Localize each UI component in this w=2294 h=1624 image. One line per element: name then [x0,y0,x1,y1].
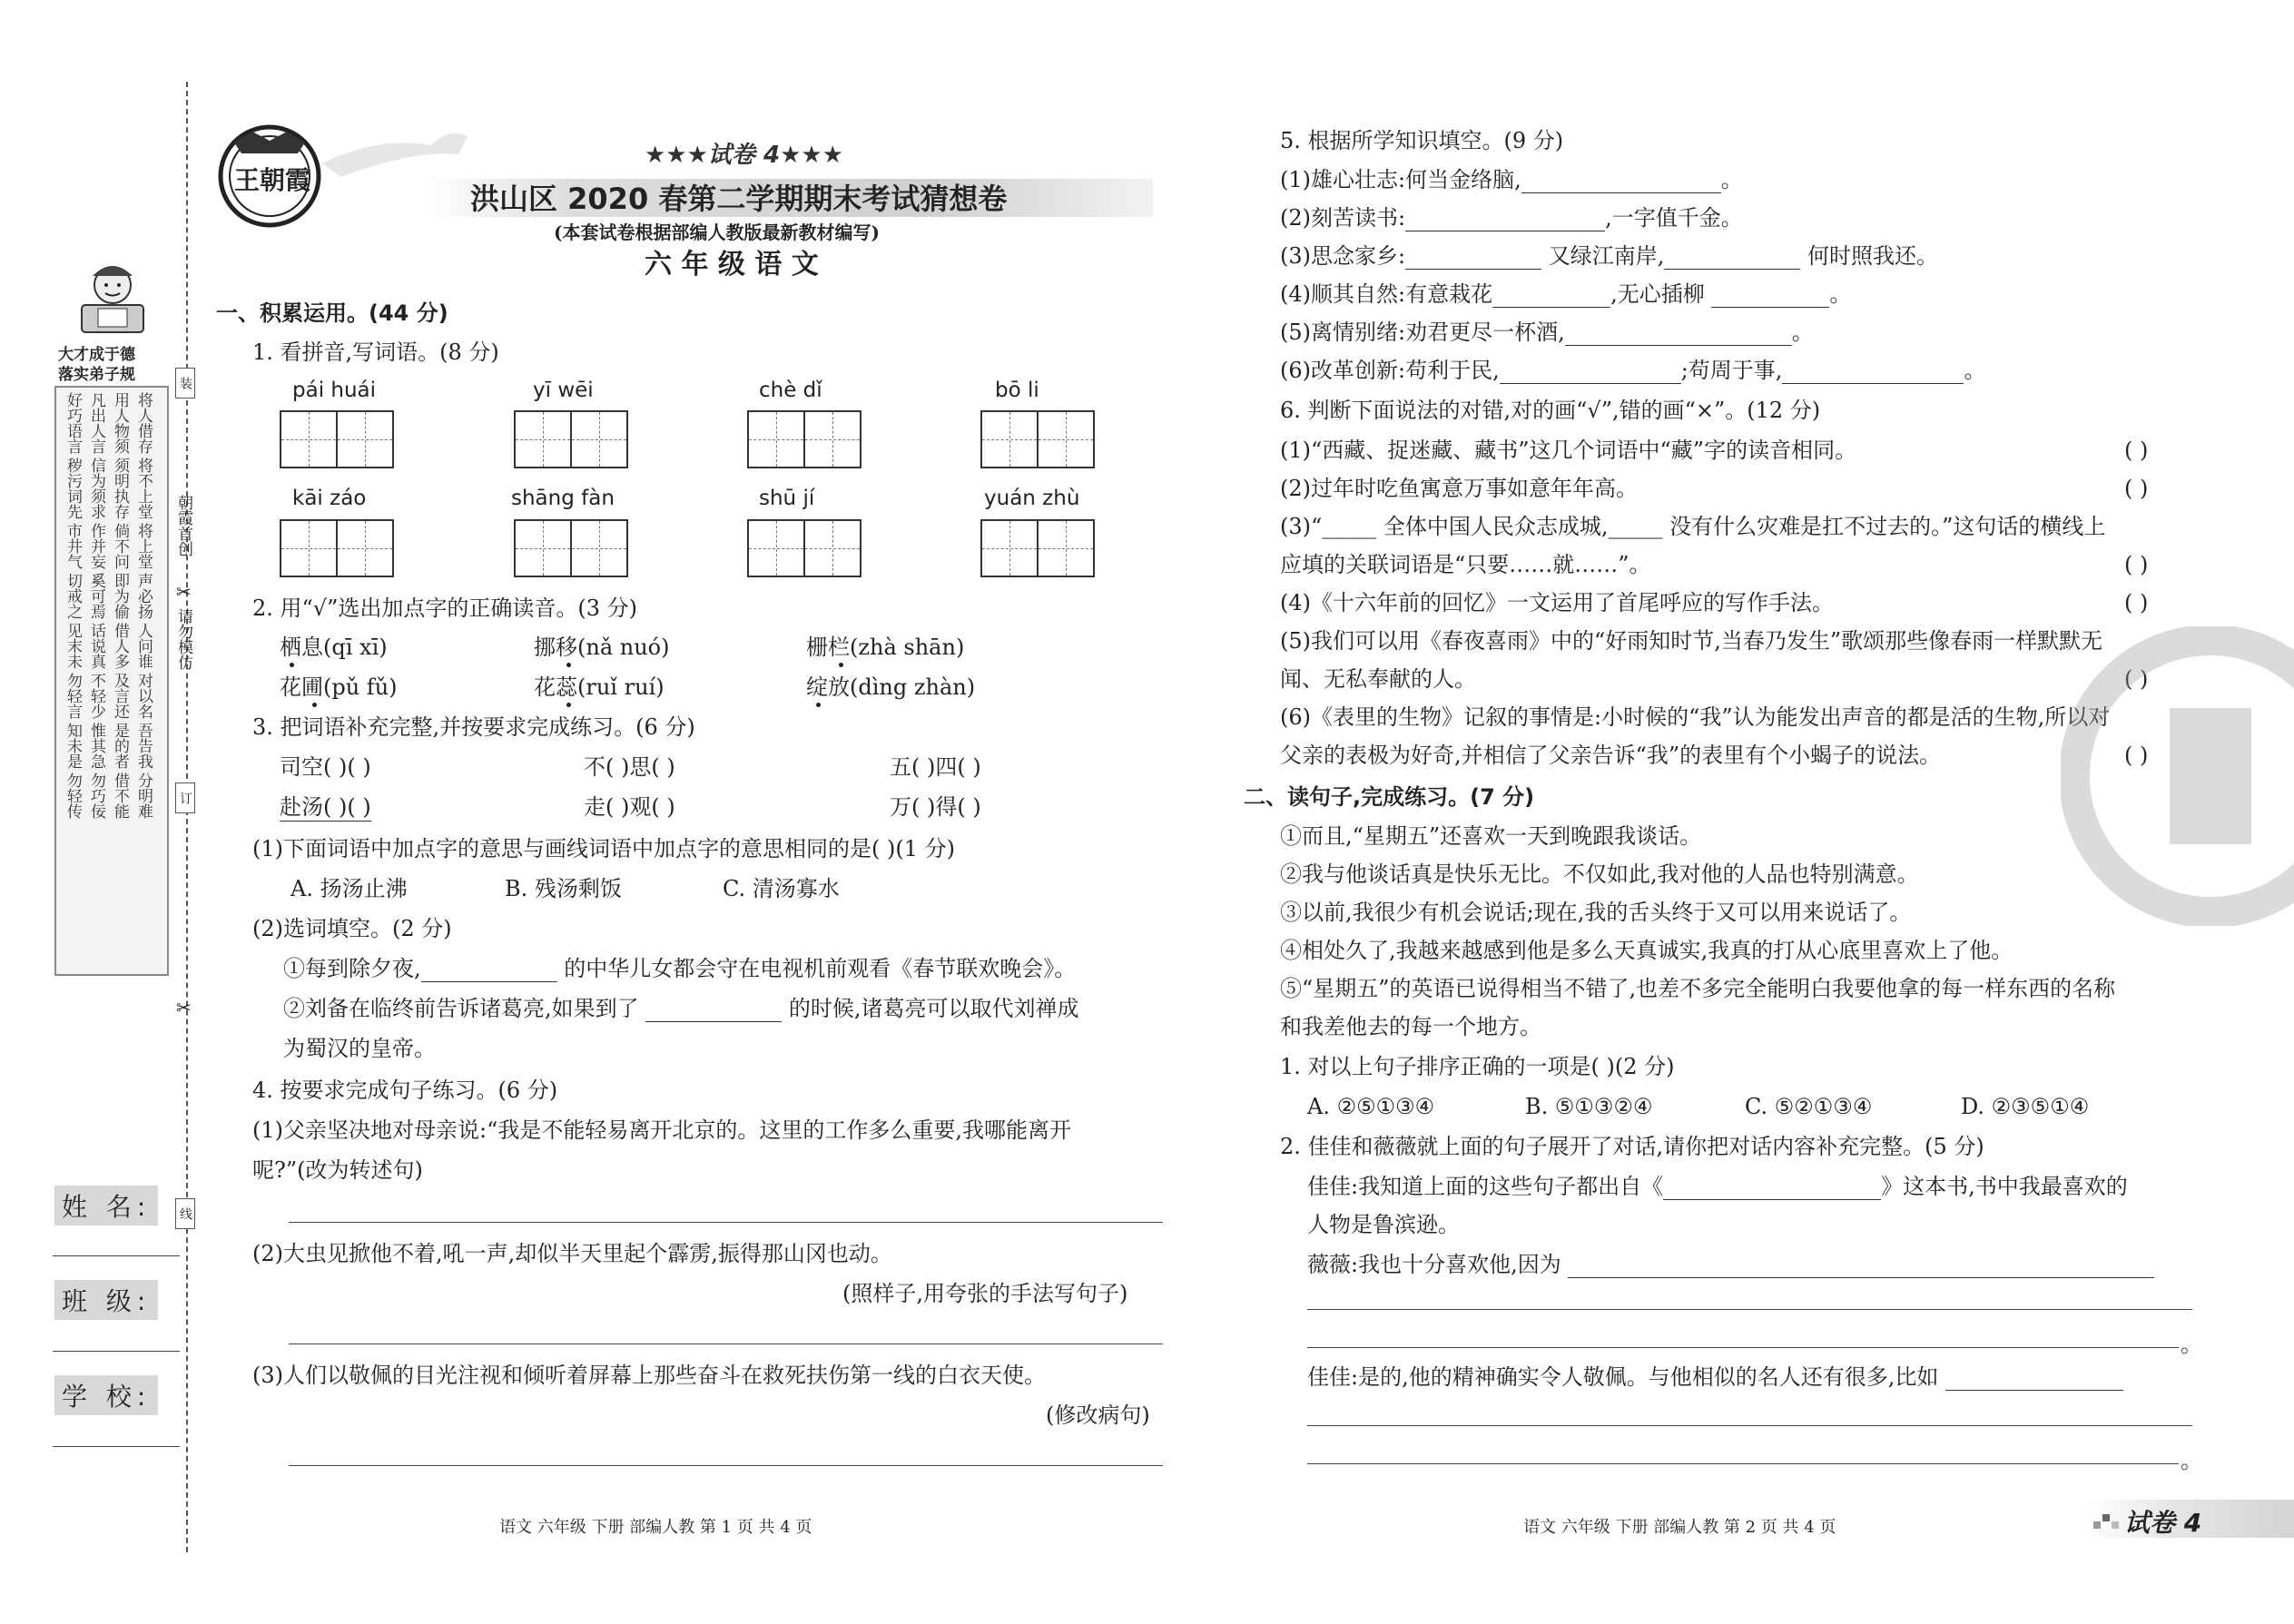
name-field[interactable] [53,1255,180,1256]
p2-jiajia-line-1: 佳佳:我知道上面的这些句子都出自《 》这本书,书中我最喜欢的 [1307,1174,2128,1199]
q2-item[interactable]: 栖息(qī xī) [280,635,388,660]
write-box-3[interactable] [747,410,860,468]
q5-blank[interactable] [1782,362,1964,384]
write-box-5[interactable] [280,519,392,577]
p1-option-d[interactable]: D. ②③⑤①④ [1961,1094,2090,1119]
q3-item[interactable]: 不( )思( ) [584,754,675,780]
exam-number-stars: ★★★试卷 4★★★ [645,142,843,169]
q6-statement-5-cont: 闻、无私奉献的人。 [1280,666,1476,692]
q3-2-b-cont: 为蜀汉的皇帝。 [283,1036,436,1061]
q3-1-question: (1)下面词语中加点字的意思与画线词语中加点字的意思相同的是( )(1 分) [252,836,955,861]
q5-item-4: (4)顺其自然:有意栽花 ,无心插柳 。 [1280,281,1852,307]
ribbon-decoration [322,127,468,182]
q3-item[interactable]: 司空( )( ) [280,754,371,780]
q4-1-answer-line[interactable] [289,1222,1163,1223]
pinyin-4: bō li [995,379,1039,402]
exam-title: 洪山区 2020 春第二学期期末考试猜想卷 [470,182,1008,216]
q6-statement-3: (3)“_____ 全体中国人民众志成城,_____ 没有什么灾难是扛不过去的。”这句话的横线上 [1280,514,2106,539]
p1-option-c[interactable]: C. ⑤②①③④ [1745,1094,1873,1119]
p2-jiajia-blank[interactable] [1945,1369,2123,1391]
logo-text: 王朝霞 [234,165,311,195]
motto-line-2: 落实弟子规 [58,366,135,384]
q4-2-answer-line[interactable] [289,1343,1163,1344]
q3-2-a-blank[interactable] [421,960,557,982]
pinyin-7: shū jí [759,487,815,510]
write-box-6[interactable] [514,519,626,577]
q5-title: 5. 根据所学知识填空。(9 分) [1280,128,1564,153]
name-label: 姓 名: [54,1186,158,1225]
write-box-1[interactable] [280,410,392,468]
q2-title: 2. 用“√”选出加点字的正确读音。(3 分) [252,595,637,621]
binding-dashed-line [186,82,188,1552]
q2-item[interactable]: 花圃(pǔ fǔ) [280,674,398,700]
q3-1-option-c[interactable]: C. 清汤寡水 [723,876,840,901]
grade-subject: 六 年 级 语 文 [645,249,819,281]
q3-1-option-a[interactable]: A. 扬汤止沸 [290,876,408,901]
class-label: 班 级: [54,1280,158,1320]
q3-item[interactable]: 万( )得( ) [890,794,981,820]
q5-blank[interactable] [1664,248,1800,270]
pinyin-5: kāi záo [292,487,367,510]
q5-item-2: (2)刻苦读书: ,一字值千金。 [1280,205,1743,231]
q2-item[interactable]: 绽放(dìng zhàn) [806,674,976,700]
mascot-icon [65,260,160,341]
binding-mark-zhuang: 装 [175,368,195,399]
q5-item-5: (5)离情别绪:劝君更尽一杯酒, 。 [1280,320,1814,345]
q4-title: 4. 按要求完成句子练习。(6 分) [252,1078,558,1103]
pinyin-6: shāng fàn [511,487,615,510]
p1-option-b[interactable]: B. ⑤①③②④ [1525,1094,1653,1119]
q3-title: 3. 把词语补充完整,并按要求完成练习。(6 分) [252,714,695,740]
q6-statement-1: (1)“西藏、捉迷藏、藏书”这几个词语中“藏”字的读音相同。 [1280,438,1857,463]
rules-text: 好巧语言 凡出人言 用人物须 将人借存 秽污词先 信为须求 须明执存 将不上堂 市井气 作并妄 倘不问 将上堂 切戒之 奚可焉 即为偷 声必扬 见末未 话说真 借人多 人问谁 勿轻言 不轻少 及言还 对以名 知未是 惟其急 是的者 吾告我 勿轻传 勿巧佞 借不能 分明难 [64,392,153,819]
write-box-2[interactable] [514,410,626,468]
q5-blank[interactable] [1405,248,1541,270]
p1-question: 1. 对以上句子排序正确的一项是( )(2 分) [1280,1054,1675,1079]
section-2-heading: 二、读句子,完成练习。(7 分) [1244,784,1535,810]
footer-page-2: 语文 六年级 下册 部编人教 第 2 页 共 4 页 [1523,1518,1836,1537]
q6-title: 6. 判断下面说法的对错,对的画“√”,错的画“×”。(12 分) [1280,398,1821,423]
q6-answer-2[interactable]: ( ) [2124,476,2149,501]
q3-2-a [283,955,1076,982]
q6-answer-4[interactable]: ( ) [2124,590,2149,615]
q6-answer-6[interactable]: ( ) [2124,743,2149,768]
q5-item-1: (1)雄心壮志:何当金络脑, 。 [1280,167,1743,192]
q6-statement-4: (4)《十六年前的回忆》一文运用了首尾呼应的写作手法。 [1280,590,1834,615]
binding-mark-xian: 线 [175,1198,195,1229]
q4-2-requirement: (照样子,用夸张的手法写句子) [842,1281,1128,1306]
vertical-note-1: 朝霞首创 [174,495,192,556]
q6-statement-2: (2)过年时吃鱼寓意万事如意年年高。 [1280,476,1638,501]
q3-item-underlined[interactable]: 赴汤( )( ) [280,794,371,820]
p2-weiwei-blank[interactable] [1568,1256,2154,1278]
exam-subtitle: (本套试卷根据部编人教版最新教材编写) [554,221,880,243]
corner-exam-label: 试卷 4 [2124,1508,2202,1538]
q2-item[interactable]: 栅栏(zhà shān) [806,635,965,660]
q3-2-b-blank[interactable] [645,1000,782,1022]
p2-weiwei-answer-line[interactable] [1307,1309,2192,1310]
q3-2-b-pre: ②刘备在临终前告诉诸葛亮,如果到了 [283,996,639,1021]
q6-statement-6: (6)《表里的生物》记叙的事情是:小时候的“我”认为能发出声音的都是活的生物,所以对 [1280,704,2111,730]
sentence-2: ②我与他谈话真是快乐无比。不仅如此,我对他的人品也特别满意。 [1280,861,1919,887]
p2-weiwei-answer-line[interactable] [1307,1347,2179,1348]
write-box-4[interactable] [980,410,1093,468]
q2-item[interactable]: 挪移(nǎ nuó) [534,635,670,660]
p2-question: 2. 佳佳和薇薇就上面的句子展开了对话,请你把对话内容补充完整。(5 分) [1280,1134,1984,1159]
sentence-5: ⑤“星期五”的英语已说得相当不错了,也差不多完全能明白我要他拿的每一样东西的名称 [1280,976,2116,1001]
q1-title: 1. 看拼音,写词语。(8 分) [252,340,499,365]
p2-jiajia-line-1-cont: 人物是鲁滨逊。 [1307,1212,1460,1237]
vertical-note-2: 请勿模仿 [174,608,192,670]
write-box-7[interactable] [747,519,860,577]
pinyin-3: chè dǐ [759,379,822,402]
q4-1-text-cont: 呢?”(改为转述句) [252,1157,423,1183]
q6-statement-3-cont: 应填的关联词语是“只要……就……”。 [1280,552,1651,577]
q5-blank[interactable] [1500,362,1681,384]
section-1-heading: 一、积累运用。(44 分) [216,300,448,326]
q6-answer-3[interactable]: ( ) [2124,552,2149,577]
scissors-icon: ✂ [176,581,192,603]
q3-item[interactable]: 走( )观( ) [584,794,675,820]
p1-option-a[interactable]: A. ②⑤①③④ [1307,1094,1435,1119]
end-period: 。 [2181,1448,2202,1473]
q5-item-3: (3)思念家乡: 又绿江南岸, 何时照我还。 [1280,243,1938,269]
p2-weiwei-line: 薇薇:我也十分喜欢他,因为 [1307,1251,2154,1278]
q3-2-b-post: 的时候,诸葛亮可以取代刘禅成 [788,996,1079,1021]
watermark-seal [2061,626,2294,926]
p2-jiajia-answer-line[interactable] [1307,1463,2179,1464]
q6-statement-5: (5)我们可以用《春夜喜雨》中的“好雨知时节,当春乃发生”歌颂那些像春雨一样默默无 [1280,628,2103,654]
p2-jiajia-line-2: 佳佳:是的,他的精神确实令人敬佩。与他相似的名人还有很多,比如 [1307,1363,2123,1391]
q3-2-title: (2)选词填空。(2 分) [252,916,452,941]
p2-jiajia-answer-line[interactable] [1307,1425,2192,1426]
q5-blank[interactable] [1492,286,1610,308]
q3-2-a-post: 的中华儿女都会守在电视机前观看《春节联欢晚会》。 [564,956,1077,981]
sentence-1: ①而且,“星期五”还喜欢一天到晚跟我谈话。 [1280,823,1702,849]
footer-page-1: 语文 六年级 下册 部编人教 第 1 页 共 4 页 [499,1518,812,1537]
corner-squares-icon [2093,1511,2119,1536]
sentence-3: ③以前,我很少有机会说话;现在,我的舌头终于又可以用来说话了。 [1280,900,1912,925]
q2-item[interactable]: 花蕊(ruǐ ruí) [534,674,665,700]
q5-blank[interactable] [1405,210,1605,231]
school-label: 学 校: [54,1375,158,1415]
motto-line-1: 大才成于德 [58,346,135,364]
end-period: 。 [2181,1332,2202,1357]
binding-mark-ding: 订 [175,782,195,813]
sentence-4: ④相处久了,我越来越感到他是多么天真诚实,我真的打从心底里喜欢上了他。 [1280,938,2013,963]
q3-item[interactable]: 五( )四( ) [890,754,981,780]
scissors-icon: ✂ [176,997,192,1019]
q6-answer-1[interactable]: ( ) [2124,438,2149,463]
q5-item-6: (6)改革创新:苟利于民, ;苟周于事, 。 [1280,358,1986,383]
logo [216,123,323,230]
q5-blank[interactable] [1521,172,1721,193]
q3-2-a-pre: ①每到除夕夜, [283,956,421,981]
q4-1-text: (1)父亲坚决地对母亲说:“我是不能轻易离开北京的。这里的工作多么重要,我哪能离开 [252,1117,1071,1143]
q6-answer-5[interactable]: ( ) [2124,666,2149,692]
school-field[interactable] [53,1446,180,1447]
q3-1-option-b[interactable]: B. 残汤剩饭 [505,876,622,901]
pinyin-1: pái huái [292,379,377,402]
q5-blank[interactable] [1565,324,1792,346]
class-field[interactable] [53,1351,180,1352]
q3-2-b [283,995,1079,1022]
pinyin-8: yuán zhù [984,487,1080,510]
q6-statement-6-cont: 父亲的表极为好奇,并相信了父亲告诉“我”的表里有个小蝎子的说法。 [1280,743,1942,768]
q5-blank[interactable] [1711,286,1829,308]
sentence-5-cont: 和我差他去的每一个地方。 [1280,1014,1541,1039]
q4-3-answer-line[interactable] [289,1465,1163,1466]
p2-book-blank[interactable] [1663,1178,1881,1200]
write-box-8[interactable] [980,519,1093,577]
q4-3-requirement: (修改病句) [1046,1403,1150,1428]
q4-3-text: (3)人们以敬佩的目光注视和倾听着屏幕上那些奋斗在救死扶伤第一线的白衣天使。 [252,1363,1046,1388]
q4-2-text: (2)大虫见掀他不着,吼一声,却似半天里起个霹雳,振得那山冈也动。 [252,1241,892,1266]
pinyin-2: yī wēi [533,379,594,402]
